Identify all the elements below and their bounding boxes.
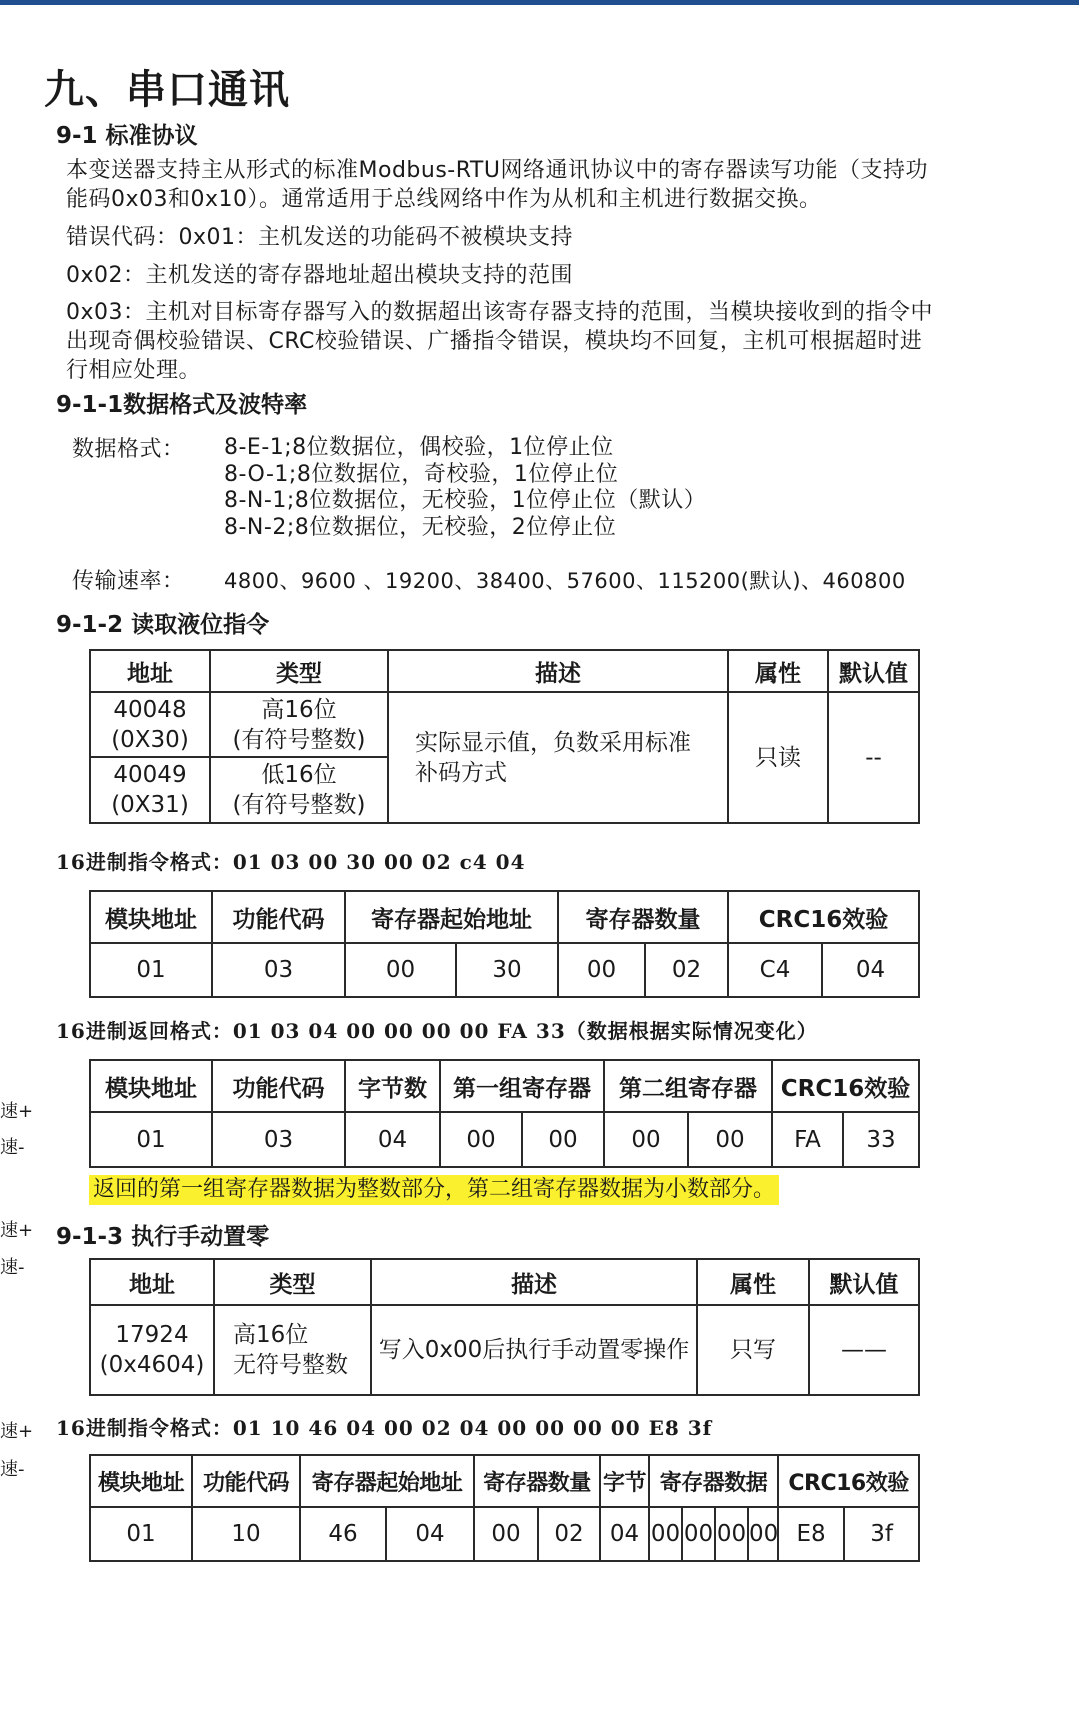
default-cell: —— xyxy=(809,1305,919,1395)
col-header: 功能代码 xyxy=(192,1455,300,1507)
col-header: 功能代码 xyxy=(212,1060,345,1112)
side-fragment: 速- xyxy=(0,1137,25,1158)
data-format-list xyxy=(224,435,706,541)
attribute-cell: 只写 xyxy=(697,1305,809,1395)
byte-cell: 00 xyxy=(682,1507,715,1561)
level-register-table xyxy=(89,649,920,824)
byte-cell: FA xyxy=(772,1112,843,1167)
byte-cell: 04 xyxy=(822,943,919,997)
type-cell: 低16位 (有符号整数) xyxy=(210,757,388,823)
error-code-01: 错误代码：0x01：主机发送的功能码不被模块支持 xyxy=(66,225,574,250)
baud-rate-values: 4800、9600 、19200、38400、57600、115200(默认)、460800 xyxy=(224,569,906,593)
col-header: 寄存器数据 xyxy=(649,1455,778,1507)
col-header-type: 类型 xyxy=(210,650,388,692)
zero-command-format: 16进制指令格式：01 10 46 04 00 02 04 00 00 00 00 E8 3f xyxy=(56,1416,713,1440)
col-header-attribute: 属性 xyxy=(697,1259,809,1305)
byte-cell: 00 xyxy=(440,1112,522,1167)
byte-cell: 04 xyxy=(345,1112,440,1167)
side-fragment: 速+ xyxy=(0,1101,34,1122)
return-table xyxy=(89,1059,920,1168)
col-header: CRC16效验 xyxy=(778,1455,919,1507)
byte-cell: 03 xyxy=(212,1112,345,1167)
col-header: 字节数 xyxy=(345,1060,440,1112)
byte-cell: 00 xyxy=(345,943,456,997)
byte-cell: 04 xyxy=(386,1507,474,1561)
side-fragment: 速+ xyxy=(0,1421,34,1442)
byte-cell: C4 xyxy=(728,943,822,997)
col-header-default: 默认值 xyxy=(828,650,919,692)
col-header-description: 描述 xyxy=(388,650,728,692)
data-format-label: 数据格式： xyxy=(72,437,185,462)
zero-register-table xyxy=(89,1258,920,1396)
col-header-type: 类型 xyxy=(214,1259,371,1305)
return-format: 16进制返回格式：01 03 04 00 00 00 00 FA 33（数据根据实际情况变化） xyxy=(56,1019,818,1043)
address-cell: 40048 (0X30) xyxy=(90,692,210,757)
subsection-title-9-1-3: 9-1-3 执行手动置零 xyxy=(56,1224,270,1250)
col-header-address: 地址 xyxy=(90,650,210,692)
col-header: 寄存器起始地址 xyxy=(300,1455,474,1507)
byte-cell: 02 xyxy=(538,1507,600,1561)
description-cell: 写入0x00后执行手动置零操作 xyxy=(371,1305,697,1395)
byte-cell: 04 xyxy=(600,1507,649,1561)
col-header: 字节 xyxy=(600,1455,649,1507)
col-header: 寄存器数量 xyxy=(558,891,728,943)
type-cell: 高16位 无符号整数 xyxy=(214,1305,371,1395)
read-command-table xyxy=(89,890,920,998)
byte-cell: 10 xyxy=(192,1507,300,1561)
byte-cell: 46 xyxy=(300,1507,386,1561)
byte-cell: 00 xyxy=(649,1507,682,1561)
byte-cell: 00 xyxy=(604,1112,688,1167)
byte-cell: 01 xyxy=(90,1112,212,1167)
byte-cell: 00 xyxy=(748,1507,778,1561)
intro-paragraph: 本变送器支持主从形式的标准Modbus-RTU网络通讯协议中的寄存器读写功能（支持功 能码0x03和0x10）。通常适用于总线网络中作为从机和主机进行数据交换。 xyxy=(66,158,928,212)
side-fragment: 速- xyxy=(0,1459,25,1480)
col-header: 模块地址 xyxy=(90,891,212,943)
data-format-item: 8-N-1;8位数据位，无校验，1位停止位（默认） xyxy=(224,488,707,513)
section-title: 九、串口通讯 xyxy=(44,67,290,113)
byte-cell: 00 xyxy=(688,1112,772,1167)
byte-cell: 33 xyxy=(843,1112,919,1167)
side-fragment: 速+ xyxy=(0,1220,34,1241)
data-format-item: 8-E-1;8位数据位，偶校验，1位停止位 xyxy=(224,435,614,460)
zero-command-table xyxy=(89,1454,920,1562)
col-header: CRC16效验 xyxy=(772,1060,919,1112)
data-format-item: 8-N-2;8位数据位，无校验，2位停止位 xyxy=(224,514,617,540)
subsection-title-9-1-1: 9-1-1数据格式及波特率 xyxy=(56,392,308,418)
byte-cell: 00 xyxy=(558,943,645,997)
col-header-default: 默认值 xyxy=(809,1259,919,1305)
byte-cell: 03 xyxy=(212,943,345,997)
col-header: 寄存器起始地址 xyxy=(345,891,558,943)
col-header: 寄存器数量 xyxy=(474,1455,600,1507)
error-code-03: 0x03：主机对目标寄存器写入的数据超出该寄存器支持的范围，当模块接收到的指令中 出现奇偶校验错误、CRC校验错误、广播指令错误，模块均不回复，主机可根据超时进 行相应处理。 xyxy=(66,300,934,383)
col-header: 功能代码 xyxy=(212,891,345,943)
data-format-item: 8-O-1;8位数据位，奇校验，1位停止位 xyxy=(224,461,619,487)
type-cell: 高16位 (有符号整数) xyxy=(210,692,388,757)
error-code-02: 0x02：主机发送的寄存器地址超出模块支持的范围 xyxy=(66,263,574,288)
byte-cell: 00 xyxy=(474,1507,538,1561)
col-header: 模块地址 xyxy=(90,1060,212,1112)
col-header-description: 描述 xyxy=(371,1259,697,1305)
side-fragment: 速- xyxy=(0,1257,25,1278)
top-accent-bar xyxy=(0,0,1079,5)
byte-cell: 02 xyxy=(645,943,728,997)
col-header: CRC16效验 xyxy=(728,891,919,943)
address-cell: 40049 (0X31) xyxy=(90,757,210,823)
read-command-format: 16进制指令格式：01 03 00 30 00 02 c4 04 xyxy=(56,850,526,874)
byte-cell: 00 xyxy=(715,1507,748,1561)
col-header-address: 地址 xyxy=(90,1259,214,1305)
col-header-attribute: 属性 xyxy=(728,650,828,692)
default-cell: -- xyxy=(828,692,919,823)
byte-cell: 30 xyxy=(456,943,558,997)
byte-cell: E8 xyxy=(778,1507,844,1561)
subsection-title-9-1: 9-1 标准协议 xyxy=(56,123,198,149)
byte-cell: 01 xyxy=(90,943,212,997)
attribute-cell: 只读 xyxy=(728,692,828,823)
col-header: 模块地址 xyxy=(90,1455,192,1507)
byte-cell: 00 xyxy=(522,1112,604,1167)
subsection-title-9-1-2: 9-1-2 读取液位指令 xyxy=(56,612,270,638)
col-header: 第一组寄存器 xyxy=(440,1060,604,1112)
byte-cell: 3f xyxy=(844,1507,919,1561)
col-header: 第二组寄存器 xyxy=(604,1060,772,1112)
description-cell: 实际显示值，负数采用标准 补码方式 xyxy=(388,692,728,823)
address-cell: 17924 (0x4604) xyxy=(90,1305,214,1395)
byte-cell: 01 xyxy=(90,1507,192,1561)
highlighted-note: 返回的第一组寄存器数据为整数部分，第二组寄存器数据为小数部分。 xyxy=(89,1175,779,1205)
baud-rate-label: 传输速率： xyxy=(72,569,185,594)
